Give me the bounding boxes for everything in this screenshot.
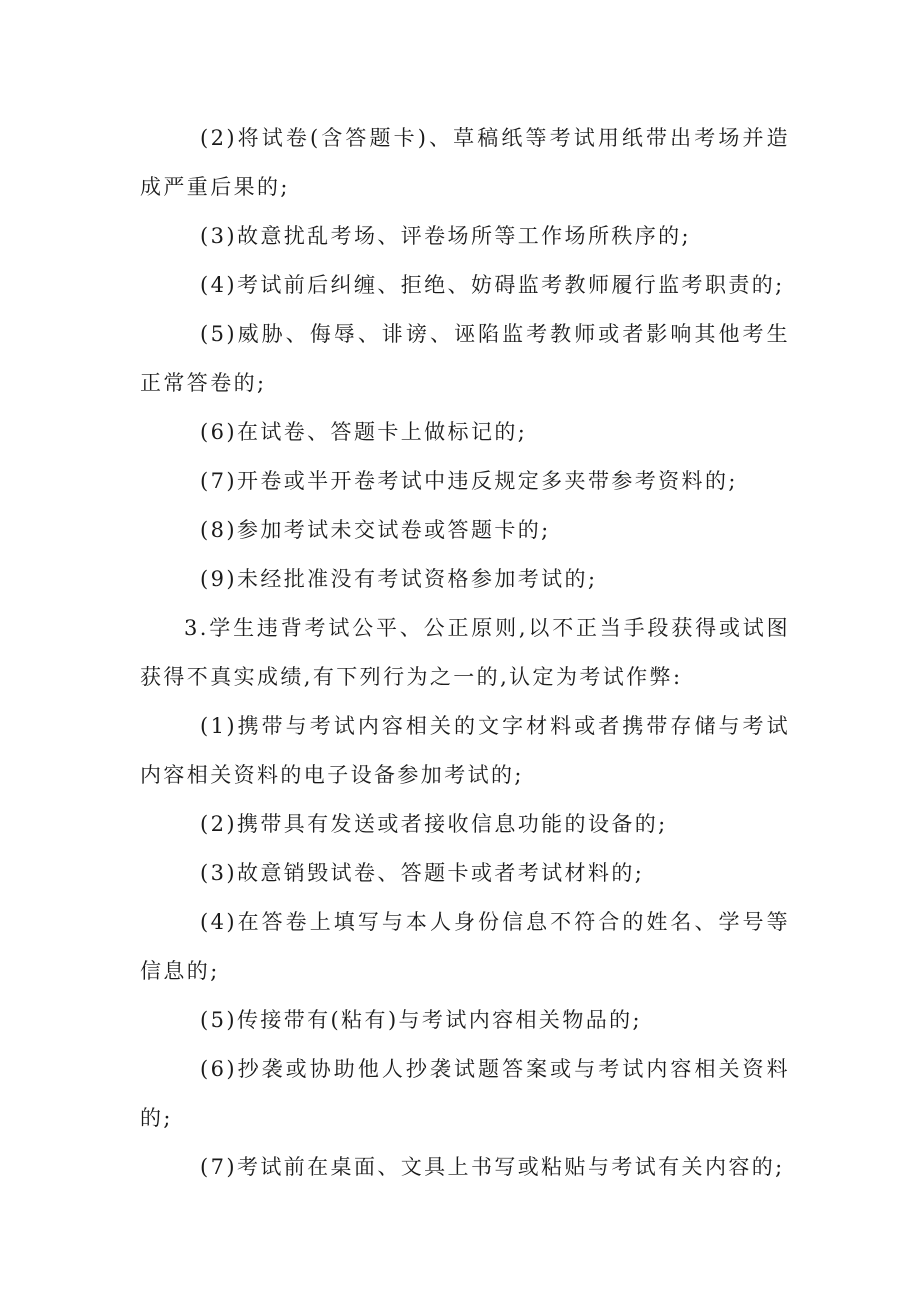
paragraph-item-6-marks: (6)在试卷、答题卡上做标记的; [200,420,528,444]
cheating-item-7-desk-writing: (7)考试前在桌面、文具上书写或粘贴与考试有关内容的; [200,1155,785,1179]
paragraph-item-7-open-book: (7)开卷或半开卷考试中违反规定多夹带参考资料的; [200,469,738,493]
cheating-item-4-false-identity: (4)在答卷上填写与本人身份信息不符合的姓名、学号等信息的; [140,910,790,983]
section-3-cheating-definition: 3.学生违背考试公平、公正原则,以不正当手段获得或试图获得不真实成绩,有下列行为之一的,认定为考试作弊: [140,616,790,689]
cheating-item-6-copying: (6)抄袭或协助他人抄袭试题答案或与考试内容相关资料的; [140,1057,790,1130]
paragraph-item-8-not-submitted: (8)参加考试未交试卷或答题卡的; [200,518,551,542]
document-body [140,114,790,1192]
paragraph-item-4-obstruction: (4)考试前后纠缠、拒绝、妨碍监考教师履行监考职责的; [200,273,785,297]
cheating-item-3-destroy: (3)故意销毁试卷、答题卡或者考试材料的; [200,861,645,885]
cheating-item-2-devices: (2)携带具有发送或者接收信息功能的设备的; [200,812,668,836]
cheating-item-5-passing-items: (5)传接带有(粘有)与考试内容相关物品的; [200,1008,643,1032]
paragraph-item-9-unapproved: (9)未经批准没有考试资格参加考试的; [200,567,598,591]
paragraph-item-2-exam-papers: (2)将试卷(含答题卡)、草稿纸等考试用纸带出考场并造成严重后果的; [140,126,790,199]
cheating-item-1-materials: (1)携带与考试内容相关的文字材料或者携带存储与考试内容相关资料的电子设备参加考试的; [140,714,790,787]
paragraph-item-3-disturbance: (3)故意扰乱考场、评卷场所等工作场所秩序的; [200,224,692,248]
paragraph-item-5-threats: (5)威胁、侮辱、诽谤、诬陷监考教师或者影响其他考生正常答卷的; [140,322,790,395]
